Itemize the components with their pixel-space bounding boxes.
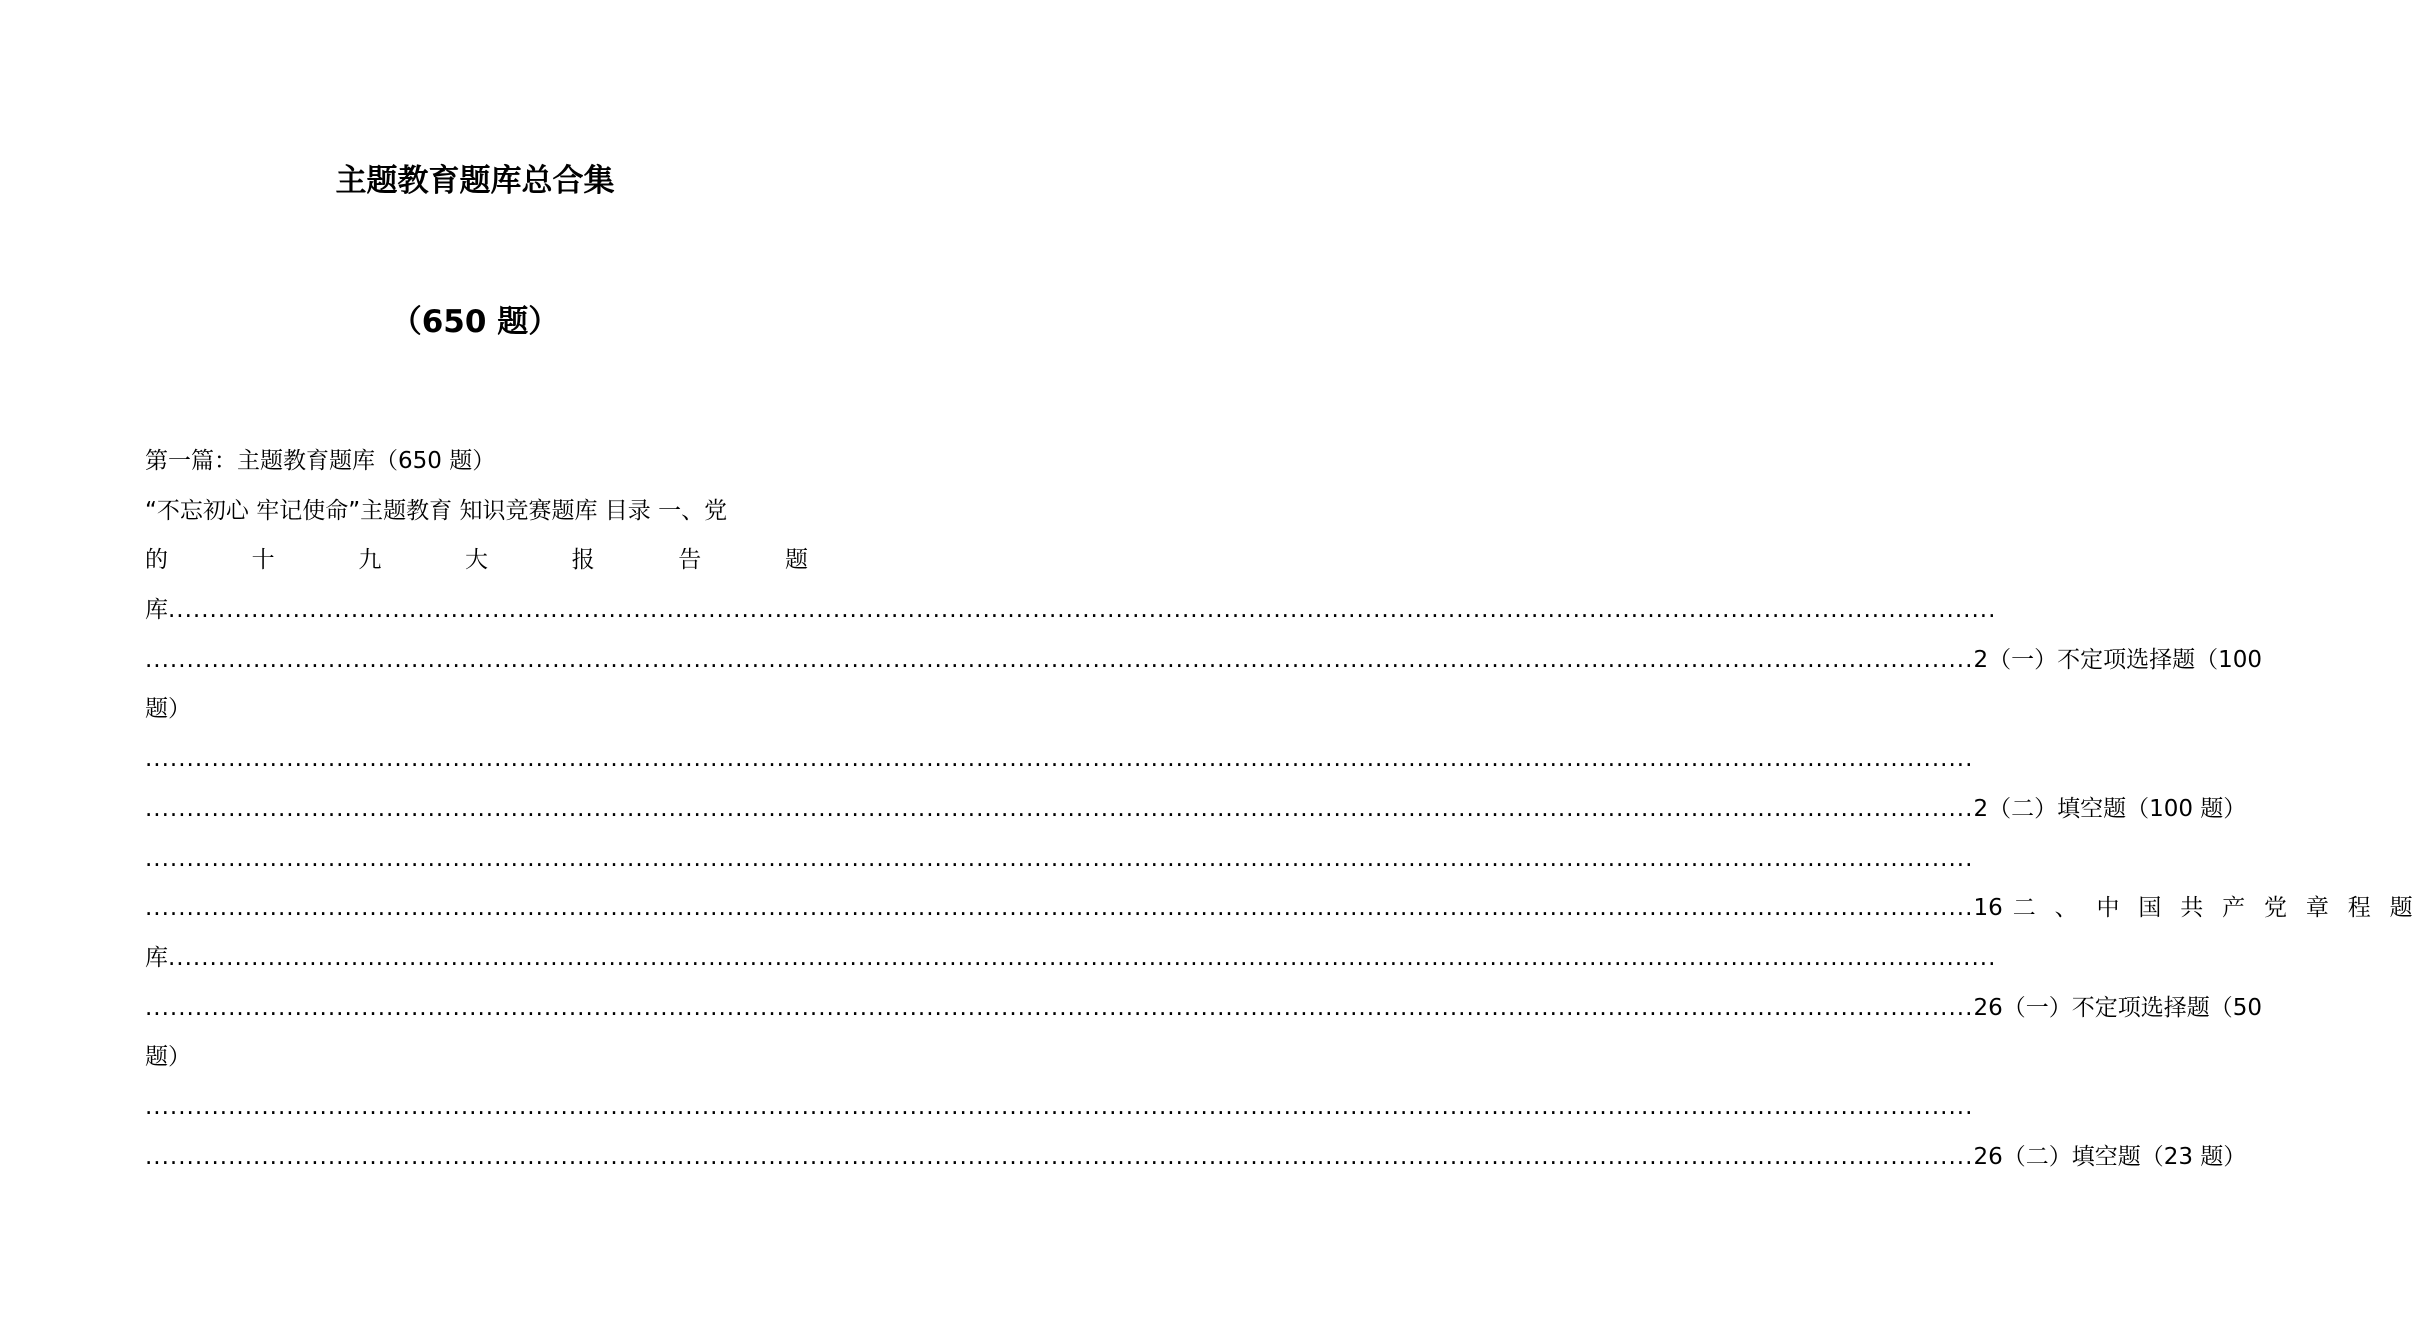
section-char: 二 [2012,895,2036,922]
section-char: 国 [2138,895,2162,922]
toc-leader: ............................................................................................................................................................................................................................ [145,1093,1974,1120]
intro-line: “不忘初心 牢记使命”主题教育 知识竞赛题库 目录 一、党 [145,497,728,524]
document-title: 主题教育题库总合集 [335,163,615,199]
spread-char: 九 [358,547,382,574]
toc-page-number: 16 [1973,895,2003,922]
document-body [145,437,2413,1182]
toc-leader: ............................................................................................................................................................................................................................ [145,845,1974,872]
toc-leader: ............................................................................................................................................................................................................................ [145,646,1974,673]
toc-line [145,1083,1974,1133]
toc-leader: ............................................................................................................................................................................................................................ [145,795,1974,822]
section-char: 中 [2096,895,2120,922]
toc-line [145,636,2262,686]
toc-line [145,1133,2247,1183]
section-heading: 第一篇：主题教育题库（650 题） [145,448,496,474]
section-char: 、 [2054,895,2078,922]
toc-entry: 2（二）填空题（100 题） [1973,795,2247,822]
section-char: 程 [2347,895,2371,922]
document-subtitle: （650 题） [390,304,560,340]
spread-char: 的 [145,547,168,574]
section-char: 共 [2180,895,2204,922]
spread-char: 告 [678,547,702,574]
toc-line [145,586,1997,636]
section-char: 题 [2389,895,2413,922]
section-char: 产 [2222,895,2246,922]
spread-char: 报 [571,547,595,574]
toc-label: 库 [145,597,168,624]
section-char: 党 [2263,895,2287,922]
spread-char: 大 [464,547,488,574]
toc-line: 题） [145,696,191,723]
toc-line: 题） [145,1044,191,1071]
toc-leader: ............................................................................................................................................................................................................................ [168,597,1997,624]
toc-line [145,835,1974,885]
toc-leader: ............................................................................................................................................................................................................................ [145,994,1974,1021]
toc-entry: 26（二）填空题（23 题） [1973,1143,2247,1170]
toc-leader: ............................................................................................................................................................................................................................ [145,1143,1974,1170]
toc-section-title [2013,884,2413,934]
toc-leader: ............................................................................................................................................................................................................................ [168,944,1997,971]
toc-line [145,884,2413,934]
spread-char: 十 [251,547,275,574]
toc-leader: ............................................................................................................................................................................................................................ [145,746,1974,773]
toc-leader: ............................................................................................................................................................................................................................ [145,895,1974,922]
toc-label: 库 [145,944,168,971]
toc-line [145,934,1997,984]
spread-line [145,536,808,586]
toc-line [145,735,1974,785]
spread-char: 题 [784,547,808,574]
toc-entry: 2（一）不定项选择题（100 [1973,646,2262,673]
section-char: 章 [2305,895,2329,922]
toc-entry: 26（一）不定项选择题（50 [1973,994,2262,1021]
toc-line [145,984,2262,1034]
toc-line [145,785,2247,835]
